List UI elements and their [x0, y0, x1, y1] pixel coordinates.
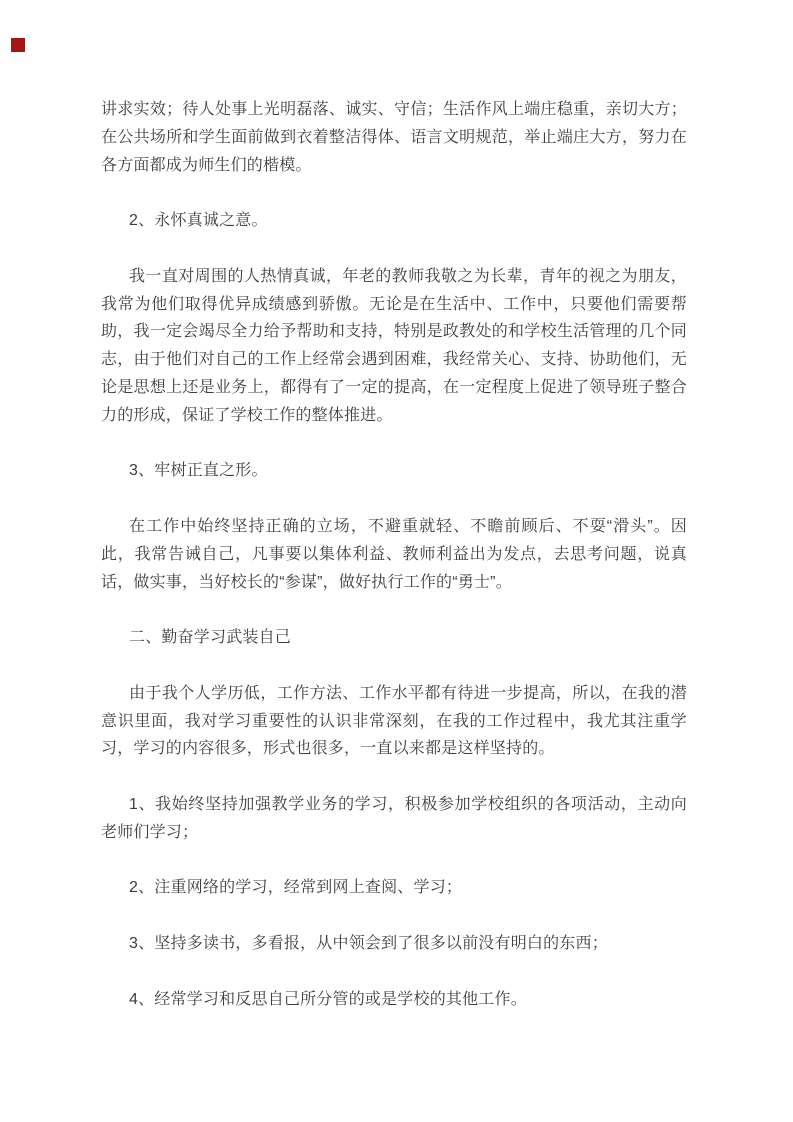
subheading-3: 3、牢树正直之形。 — [129, 462, 268, 480]
section-heading-study: 二、勤奋学习武装自己 — [129, 629, 292, 647]
list-item-4: 4、经常学习和反思自己所分管的或是学校的其他工作。 — [129, 990, 527, 1008]
list-item-3: 3、坚持多读书，多看报，从中领会到了很多以前没有明白的东西； — [129, 934, 608, 952]
paragraph-continuation: 讲求实效；待人处事上光明磊落、诚实、守信；生活作风上端庄稳重，亲切大方；在公共场所和学生面前做到衣着整洁得体、语言文明规范，举止端庄大方，努力在各方面都成为师生们的楷模。 — [101, 101, 687, 174]
document-body — [101, 96, 687, 1013]
paragraph-sincerity: 我一直对周围的人热情真诚，年老的教师我敬之为长辈，青年的视之为朋友，我常为他们取得优异成绩感到骄傲。无论是在生活中、工作中，只要他们需要帮助，我一定会竭尽全力给予帮助和支持，特别是政教处的和学校生活管理的几个同志，由于他们对自己的工作上经常会遇到困难，我经常关心、支持、协助他们，无论是思想上还是业务上，都得有了一定的提高，在一定程度上促进了领导班子整合力的形成，保证了学校工作的整体推进。 — [101, 267, 687, 424]
list-item-1: 1、我始终坚持加强教学业务的学习，积极参加学校组织的各项活动，主动向老师们学习； — [101, 795, 687, 841]
list-item-2: 2、注重网络的学习，经常到网上查阅、学习； — [129, 879, 463, 897]
subheading-2: 2、永怀真诚之意。 — [129, 212, 268, 230]
paragraph-integrity: 在工作中始终坚持正确的立场，不避重就轻、不瞻前顾后、不耍“滑头”。因此，我常告诫自己，凡事要以集体利益、教师利益出为发点，去思考问题，说真话，做实事，当好校长的“参谋”，做好执行工作的“勇士”。 — [101, 517, 687, 591]
paragraph-study-intro: 由于我个人学历低，工作方法、工作水平都有待进一步提高，所以，在我的潜意识里面，我对学习重要性的认识非常深刻，在我的工作过程中，我尤其注重学习，学习的内容很多，形式也很多，一直以来都是这样坚持的。 — [101, 684, 687, 758]
red-marker — [11, 38, 25, 52]
